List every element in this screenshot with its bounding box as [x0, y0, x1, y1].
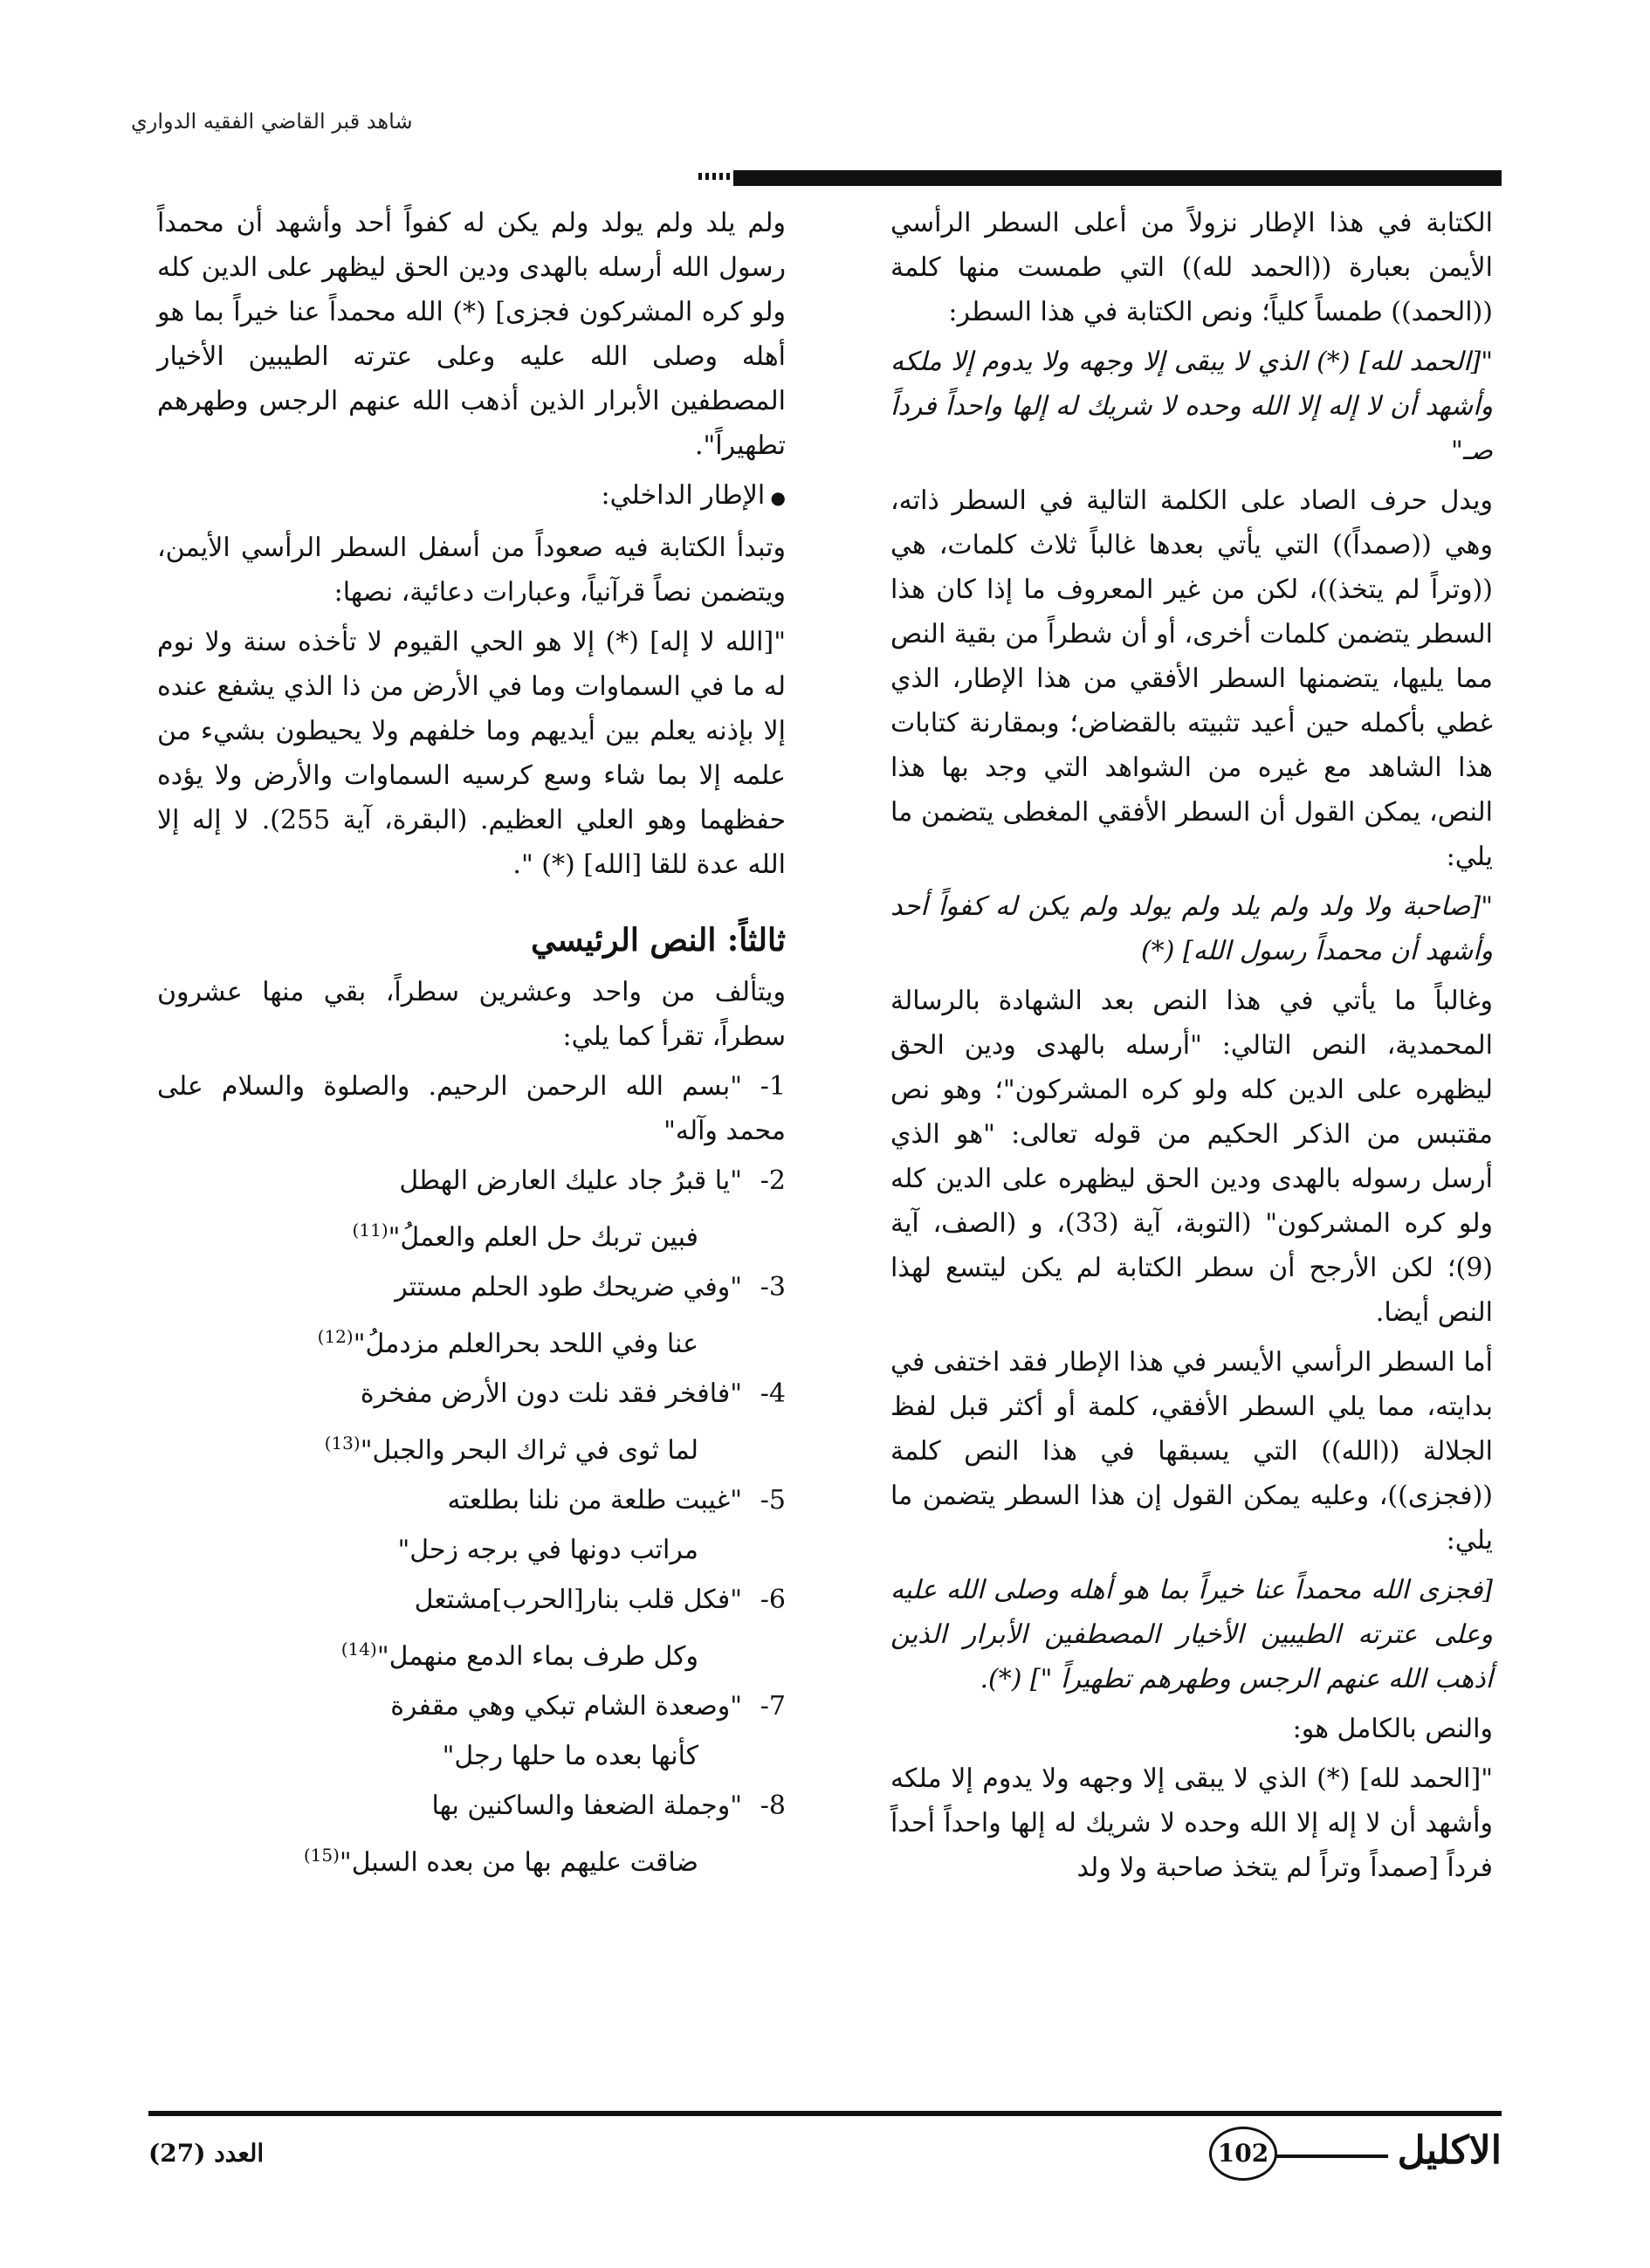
verse-number: 3- [760, 1272, 786, 1302]
verse-line-second [157, 1627, 786, 1679]
verse-text: "وفي ضريحك طود الحلم مستتر [395, 1272, 742, 1302]
section-heading [157, 918, 786, 963]
footnote-ref: (13) [324, 1433, 361, 1454]
magazine-logo: الاكليل [1397, 2128, 1502, 2173]
verse-number: 7- [760, 1691, 786, 1722]
quote: "[الحمد لله] (*) الذي لا يبقى إلا وجهه ولا يدوم إلا ملكه وأشهد أن لا إله إلا الله وحده لا شريك له إلها واحداً فرداً صـ" [890, 347, 1493, 466]
section-heading-text: النص الرئيسي [531, 922, 717, 959]
verse-line [157, 1684, 786, 1728]
section-heading-number: ثالثاً: [726, 922, 786, 959]
verse-line [157, 1158, 786, 1203]
paragraph: "[الحمد لله] (*) الذي لا يبقى إلا وجهه ولا يدوم إلا ملكه وأشهد أن لا إله إلا الله وحده لا شريك له إلها واحداً أحداً فرداً [صمداً وتراً لم يتخذ صاحبة ولا ولد [890, 1763, 1493, 1883]
verse-text: كأنها بعده ما حلها رجل" [442, 1741, 698, 1771]
verse-line [157, 1783, 786, 1828]
verse-line-second [157, 1528, 786, 1572]
verse-text: "بسم الله الرحمن الرحيم. والصلوة والسلام على محمد وآله" [157, 1071, 786, 1146]
paragraph: أما السطر الرأسي الأيسر في هذا الإطار فقد اختفى في بدايته، مما يلي السطر الأفقي، كلمة أو أكثر قبل لفظ الجلالة ((الله)) التي يسبقها في هذا النص كلمة ((فجزى))، وعليه يمكن القول إن هذا السطر يتضمن ما يلي: [890, 1347, 1493, 1556]
verse-text: مراتب دونها في برجه زحل" [397, 1535, 698, 1565]
left-column [157, 201, 786, 1890]
verse-line-second [157, 1315, 786, 1366]
verse-text: لما ثوى في ثراك البحر والجبل" [360, 1435, 698, 1466]
footnote-ref: (11) [352, 1220, 388, 1241]
paragraph: الكتابة في هذا الإطار نزولاً من أعلى السطر الرأسي الأيمن بعبارة ((الحمد لله)) التي طمست منها كلمة ((الحمد)) طمساً كلياً؛ ونص الكتابة في هذا السطر: [890, 208, 1493, 327]
verse-line-second [157, 1421, 786, 1473]
page-number: 102 [1209, 2127, 1277, 2181]
verse-list [157, 1064, 786, 1885]
paragraph: ويدل حرف الصاد على الكلمة التالية في السطر ذاته، وهي ((صمداً)) التي يأتي بعدها غالباً ثلاث كلمات، هي ((وتراً لم يتخذ))، لكن من غير المعروف ما إذا كان هذا السطر يتضمن كلمات أخرى، أو أن شطراً من بقية النص مما يليها، يتضمنها السطر الأفقي من هذا الإطار، الذي غطي بأكمله حين أعيد تثبيته بالقضاض؛ وبمقارنة كتابات هذا الشاهد مع غيره من الشواهد التي وجد بها هذا النص، يمكن القول أن السطر الأفقي المغطى يتضمن ما يلي: [890, 485, 1493, 872]
verse-text: ضاقت عليهم بها من بعده السبل" [339, 1847, 698, 1878]
verse-line [157, 1064, 786, 1153]
quote: "[صاحبة ولا ولد ولم يلد ولم يولد ولم يكن له كفواً أحد وأشهد أن محمداً رسول الله] (*) [890, 891, 1494, 966]
verse-line-second [157, 1208, 786, 1260]
verse-line [157, 1478, 786, 1522]
running-title: شاهد قبر القاضي الفقيه الدواري [131, 109, 413, 134]
footnote-ref: (14) [340, 1639, 377, 1660]
verse-text: "وصعدة الشام تبكي وهي مقفرة [390, 1691, 742, 1722]
verse-number: 1- [760, 1071, 786, 1102]
verse-line [157, 1371, 786, 1416]
bullet-heading: ● الإطار الداخلي: [157, 473, 786, 520]
right-column [890, 201, 1493, 1895]
paragraph: وغالباً ما يأتي في هذا النص بعد الشهادة بالرسالة المحمدية، النص التالي: "أرسله بالهدى ودين الحق ليظهره على الدين كله ولو كره المشركون"؛ وهو نص مقتبس من الذكر الحكيم من قوله تعالى: "هو الذي أرسل رسوله بالهدى ودين الحق ليظهره على الدين كله ولو كره المشركون" (التوبة، آية (33)، و (الصف، آية (9)؛ لكن الأرجح أن سطر الكتابة لم يكن ليتسع لهذا النص أيضا. [890, 986, 1493, 1328]
paragraph: ويتألف من واحد وعشرين سطراً، بقي منها عشرون سطراً، تقرأ كما يلي: [157, 977, 786, 1052]
verse-text: "فكل قلب بنار[الحرب]مشتعل [414, 1584, 742, 1615]
issue-number: العدد (27) [148, 2139, 265, 2168]
verse-text: عنا وفي اللحد بحرالعلم مزدملُ" [353, 1329, 698, 1359]
paragraph: والنص بالكامل هو: [1292, 1714, 1493, 1744]
verse-number: 8- [760, 1790, 786, 1821]
footer-dash [1275, 2155, 1388, 2158]
footnote-ref: (15) [303, 1845, 340, 1866]
paragraph: ولم يلد ولم يولد ولم يكن له كفواً أحد وأشهد أن محمداً رسول الله أرسله بالهدى ودين الحق ليظهر على الدين كله ولو كره المشركون فجزى] (*) الله محمداً عنا خيراً بما هو أهله وصلى الله عليه وعلى عترته الطيبين الأخيار المصطفين الأبرار الذين أذهب الله عنهم الرجس وطهرهم تطهيراً". [157, 208, 786, 461]
top-rule [733, 170, 1502, 186]
verse-line-second [157, 1833, 786, 1885]
footnote-ref: (12) [317, 1326, 354, 1347]
verse-line [157, 1577, 786, 1622]
verse-line [157, 1265, 786, 1309]
verse-text: "غيبت طلعة من نلنا بطلعته [447, 1485, 742, 1515]
verse-line-second [157, 1734, 786, 1778]
verse-text: "يا قبرُ جاد عليك العارض الهطل [399, 1165, 742, 1196]
verse-number: 4- [760, 1378, 786, 1409]
verse-number: 2- [760, 1165, 786, 1196]
paragraph: وتبدأ الكتابة فيه صعوداً من أسفل السطر الرأسي الأيمن، ويتضمن نصاً قرآنياً، وعبارات دعائية، نصها: [157, 533, 786, 608]
verse-text: فبين تربك حل العلم والعملُ" [388, 1222, 698, 1253]
verse-text: "فافخر فقد نلت دون الأرض مفخرة [360, 1378, 742, 1409]
verse-text: "وجملة الضعفا والساكنين بها [431, 1790, 742, 1821]
paragraph: "[الله لا إله] (*) إلا هو الحي القيوم لا تأخذه سنة ولا نوم له ما في السماوات وما في الأرض من ذا الذي يشفع عنده إلا بإذنه يعلم بين أيديهم وما خلفهم ولا يحيطون بشيء من علمه إلا بما شاء وسع كرسيه السماوات والأرض ولا يؤده حفظهما وهو العلي العظيم. (البقرة، آية 255). لا إله إلا الله عدة للقا [الله] (*) ". [157, 627, 786, 880]
verse-number: 5- [760, 1485, 786, 1515]
quote: [فجزى الله محمداً عنا خيراً بما هو أهله وصلى الله عليه وعلى عترته الطيبين الأخيار المصطفين الأبرار الذين أذهب الله عنهم الرجس وطهرهم تطهيراً "] (*). [890, 1575, 1493, 1694]
verse-text: وكل طرف بماء الدمع منهمل" [376, 1641, 698, 1672]
verse-number: 6- [760, 1584, 786, 1615]
bottom-rule [148, 2111, 1502, 2116]
